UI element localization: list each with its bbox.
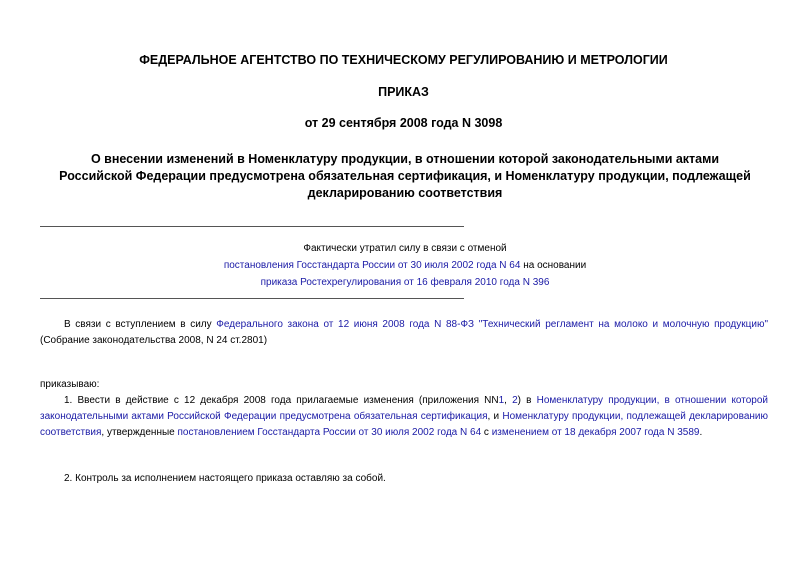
nomenclature-certification-link[interactable]: Номенклатуру продукции, в отношении которой законодательными актами Российской Федерации предусмотрена обязательная сертификация (40, 395, 769, 422)
appendix-1-link[interactable]: 1 (498, 395, 505, 406)
appendix-2-link[interactable]: 2 (512, 395, 518, 406)
item-text: . (699, 427, 703, 438)
nomenclature-declaration-link[interactable]: Номенклатуру продукции, подлежащей декларированию соответствия (40, 411, 768, 438)
item-2-paragraph: 2. Контроль за исполнением настоящего приказа оставляю за собой. (64, 473, 386, 484)
item-text: 1. Ввести в действие с 12 декабря 2008 года прилагаемые изменения (приложения NN (64, 395, 499, 406)
gosstandart-decree-link[interactable]: постановлением Госстандарта России от 30 июля 2002 года N 64 (177, 427, 482, 438)
document-date-number: от 29 сентября 2008 года N 3098 (304, 116, 503, 130)
divider-top (40, 226, 464, 227)
divider-bottom (40, 298, 464, 299)
item-text: , (504, 395, 513, 406)
item-text: , и (487, 411, 503, 422)
decree-word: приказываю: (40, 379, 100, 390)
status-note-line: Фактически утратил силу в связи с отменой (303, 243, 507, 254)
intro-text: (Собрание законодательства 2008, N 24 ст.2801) (40, 335, 268, 346)
item-1-paragraph (40, 393, 768, 441)
item-text: с (481, 427, 492, 438)
agency-heading: ФЕДЕРАЛЬНОЕ АГЕНТСТВО ПО ТЕХНИЧЕСКОМУ РЕГУЛИРОВАНИЮ И МЕТРОЛОГИИ (139, 53, 668, 67)
status-note (140, 240, 670, 291)
status-note-line (140, 274, 670, 291)
status-note-text: на основании (520, 260, 587, 271)
status-note-line (140, 257, 670, 274)
document-title: О внесении изменений в Номенклатуру продукции, в отношении которой законодательными актами Российской Федерации предусмотрена обязательная сертификация, и Номенклатуру продукции, подлежащей декларированию соответствия (59, 152, 751, 200)
repealed-decree-link[interactable]: постановления Госстандарта России от 30 июля 2002 года N 64 (223, 260, 521, 271)
amendment-link[interactable]: изменением от 18 декабря 2007 года N 3589 (491, 427, 700, 438)
item-text: , утвержденные (101, 427, 178, 438)
intro-text: В связи с вступлением в силу (64, 319, 217, 330)
intro-paragraph (40, 317, 768, 349)
rostekh-order-link[interactable]: приказа Ростехрегулирования от 16 февраля 2010 года N 396 (260, 277, 550, 288)
item-text: ) в (517, 395, 537, 406)
federal-law-link[interactable]: Федерального закона от 12 июня 2008 года N 88-ФЗ "Технический регламент на молоко и молочную продукцию" (216, 319, 769, 330)
document-type-heading: ПРИКАЗ (378, 85, 429, 99)
